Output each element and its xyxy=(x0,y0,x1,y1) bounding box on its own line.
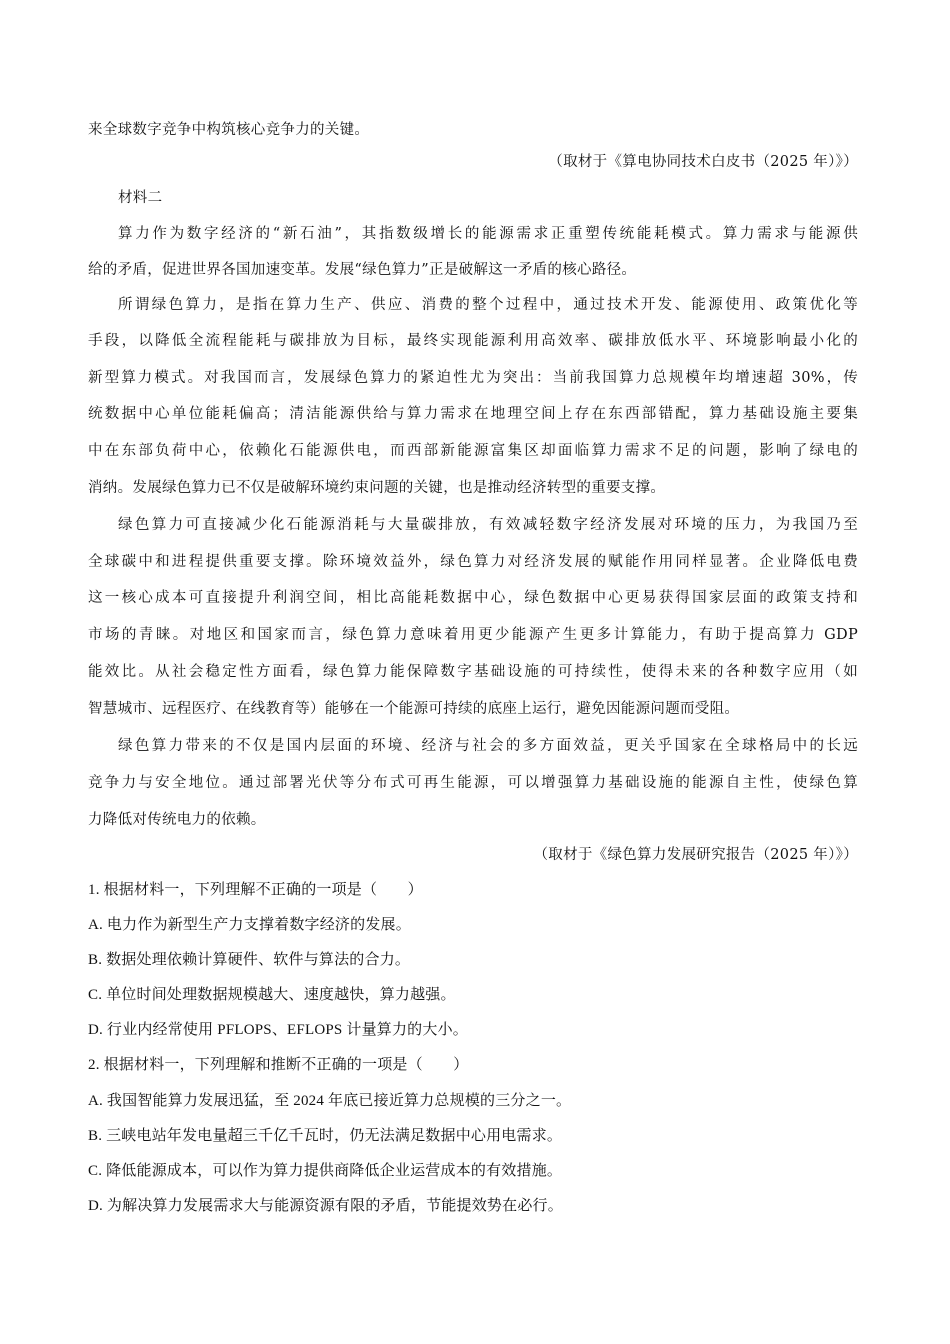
paragraph-line: 算力作为数字经济的“新石油”，其指数级增长的能源需求正重塑传统能耗模式。算力需求与能源供 xyxy=(118,226,858,242)
paragraph-line: 绿色算力带来的不仅是国内层面的环境、经济与社会的多方面效益，更关乎国家在全球格局中的长远 xyxy=(118,738,858,754)
material2-heading: 材料二 xyxy=(118,190,163,206)
material2-source: （取材于《绿色算力发展研究报告（2025 年）》） xyxy=(533,847,858,863)
paragraph-line: 力降低对传统电力的依赖。 xyxy=(88,812,266,828)
material1-last-line: 来全球数字竞争中构筑核心竞争力的关键。 xyxy=(88,122,370,138)
question-1-option-b: B. 数据处理依赖计算硬件、软件与算法的合力。 xyxy=(88,952,411,968)
question-1-option-d: D. 行业内经常使用 PFLOPS、EFLOPS 计量算力的大小。 xyxy=(88,1022,468,1038)
paragraph-line: 能效比。从社会稳定性方面看，绿色算力能保障数字基础设施的可持续性，使得未来的各种数字应用（如 xyxy=(88,664,858,680)
question-2-option-d: D. 为解决算力发展需求大与能源资源有限的矛盾，节能提效势在必行。 xyxy=(88,1198,563,1214)
paragraph-line: 新型算力模式。对我国而言，发展绿色算力的紧迫性尤为突出：当前我国算力总规模年均增速超 30%，传 xyxy=(88,370,858,386)
question-2-option-c: C. 降低能源成本，可以作为算力提供商降低企业运营成本的有效措施。 xyxy=(88,1163,563,1179)
paragraph-line: 所谓绿色算力，是指在算力生产、供应、消费的整个过程中，通过技术开发、能源使用、政策优化等 xyxy=(118,297,858,313)
paragraph-line: 统数据中心单位能耗偏高；清洁能源供给与算力需求在地理空间上存在东西部错配，算力基础设施主要集 xyxy=(88,406,858,422)
question-2-stem: 2. 根据材料一，下列理解和推断不正确的一项是（ ） xyxy=(88,1057,469,1073)
paragraph-line: 这一核心成本可直接提升利润空间，相比高能耗数据中心，绿色数据中心更易获得国家层面的政策支持和 xyxy=(88,590,858,606)
paragraph-line: 市场的青睐。对地区和国家而言，绿色算力意味着用更少能源产生更多计算能力，有助于提高算力 GDP xyxy=(88,627,858,643)
question-2-option-a: A. 我国智能算力发展迅猛，至 2024 年底已接近算力总规模的三分之一。 xyxy=(88,1093,572,1109)
paragraph-line: 竞争力与安全地位。通过部署光伏等分布式可再生能源，可以增强算力基础设施的能源自主性，使绿色算 xyxy=(88,775,858,791)
question-2-option-b: B. 三峡电站年发电量超三千亿千瓦时，仍无法满足数据中心用电需求。 xyxy=(88,1128,563,1144)
paragraph-line: 全球碳中和进程提供重要支撑。除环境效益外，绿色算力对经济发展的赋能作用同样显著。企业降低电费 xyxy=(88,554,858,570)
question-1-option-c: C. 单位时间处理数据规模越大、速度越快，算力越强。 xyxy=(88,987,456,1003)
paragraph-line: 中在东部负荷中心，依赖化石能源供电，而西部新能源富集区却面临算力需求不足的问题，影响了绿电的 xyxy=(88,443,858,459)
paragraph-line: 手段，以降低全流程能耗与碳排放为目标，最终实现能源利用高效率、碳排放低水平、环境影响最小化的 xyxy=(88,333,858,349)
question-1-stem: 1. 根据材料一，下列理解不正确的一项是（ ） xyxy=(88,882,423,898)
material1-source: （取材于《算电协同技术白皮书（2025 年）》） xyxy=(548,154,858,170)
paragraph-line: 绿色算力可直接减少化石能源消耗与大量碳排放，有效减轻数字经济发展对环境的压力，为我国乃至 xyxy=(118,517,858,533)
paragraph-line: 智慧城市、远程医疗、在线教育等）能够在一个能源可持续的底座上运行，避免因能源问题而受阻。 xyxy=(88,701,740,717)
paragraph-line: 消纳。发展绿色算力已不仅是破解环境约束问题的关键，也是推动经济转型的重要支撑。 xyxy=(88,480,666,496)
paragraph-line: 给的矛盾，促进世界各国加速变革。发展“绿色算力”正是破解这一矛盾的核心路径。 xyxy=(88,262,637,278)
question-1-option-a: A. 电力作为新型生产力支撑着数字经济的发展。 xyxy=(88,917,411,933)
